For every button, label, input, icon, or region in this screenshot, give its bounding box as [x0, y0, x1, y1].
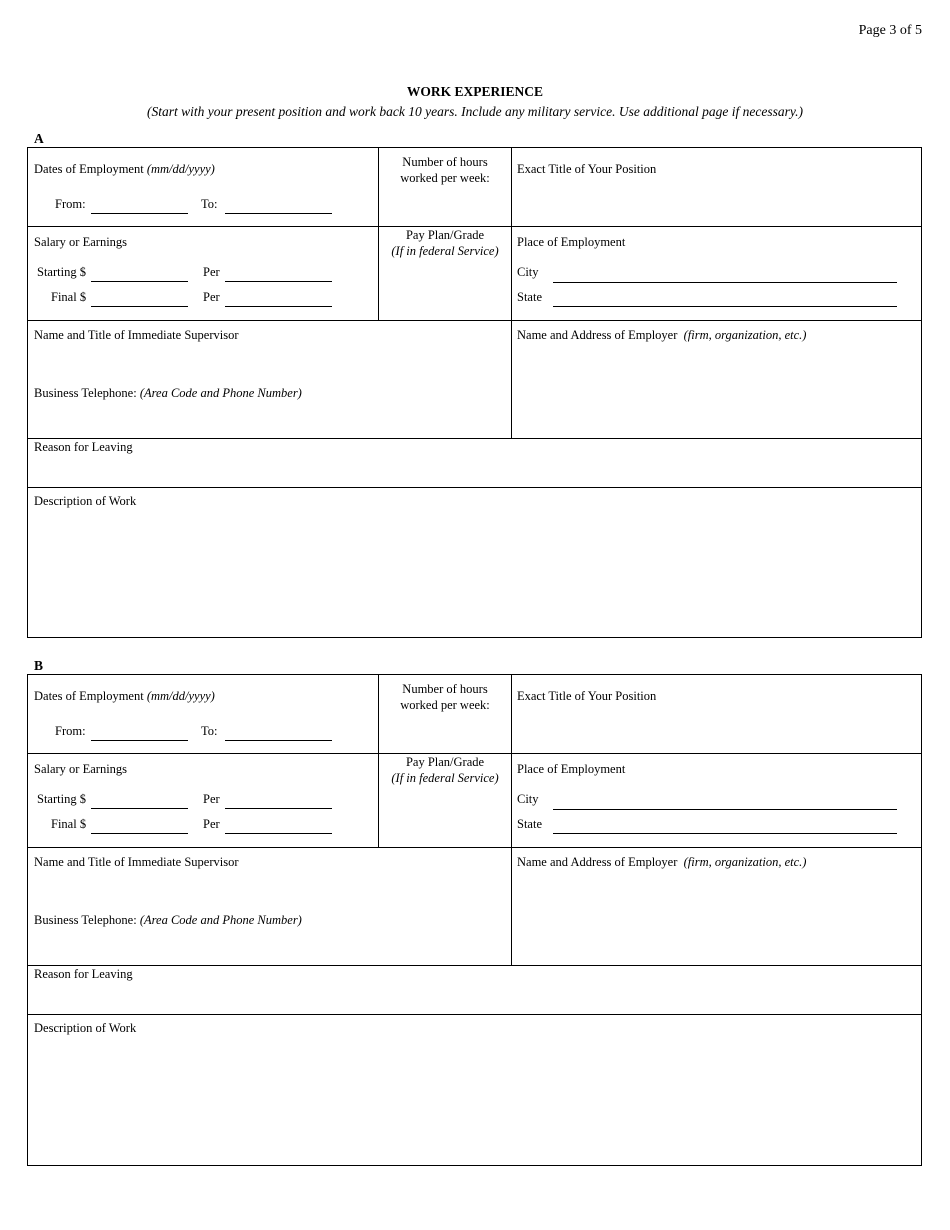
description-of-work-label: Description of Work	[34, 494, 137, 508]
section-letter-a: A	[34, 131, 44, 146]
city-label: City	[517, 792, 539, 806]
starting-per-field[interactable]	[225, 808, 332, 809]
state-field[interactable]	[553, 306, 897, 307]
reason-for-leaving-label: Reason for Leaving	[34, 440, 133, 454]
work-experience-block-b	[27, 674, 922, 1166]
state-field[interactable]	[553, 833, 897, 834]
business-phone-label: Business Telephone: (Area Code and Phone Number)	[34, 386, 302, 400]
supervisor-label: Name and Title of Immediate Supervisor	[34, 328, 239, 342]
hours-per-week-label: Number of hours worked per week:	[400, 682, 490, 712]
hours-per-week-label: Number of hours worked per week:	[400, 155, 490, 185]
page-title: WORK EXPERIENCE	[406, 84, 544, 99]
dates-of-employment-label: Dates of Employment (mm/dd/yyyy)	[34, 689, 215, 703]
starting-salary-field[interactable]	[91, 281, 188, 282]
starting-salary-field[interactable]	[91, 808, 188, 809]
to-label: To:	[201, 197, 218, 211]
starting-per-label: Per	[203, 265, 220, 279]
salary-label: Salary or Earnings	[34, 762, 128, 776]
page-subtitle: (Start with your present position and work back 10 years. Include any military service. Use additional page if necessary.)	[146, 104, 803, 119]
salary-label: Salary or Earnings	[34, 235, 128, 249]
to-label: To:	[201, 724, 218, 738]
state-label: State	[517, 290, 542, 304]
pay-plan-label: Pay Plan/Grade (If in federal Service)	[391, 755, 499, 785]
starting-per-field[interactable]	[225, 281, 332, 282]
city-label: City	[517, 265, 539, 279]
to-date-field[interactable]	[225, 213, 332, 214]
description-of-work-label: Description of Work	[34, 1021, 137, 1035]
final-per-label: Per	[203, 817, 220, 831]
exact-title-label: Exact Title of Your Position	[517, 689, 657, 703]
from-label: From:	[55, 197, 86, 211]
state-label: State	[517, 817, 542, 831]
from-label: From:	[55, 724, 86, 738]
work-experience-block-a	[27, 147, 922, 638]
starting-per-label: Per	[203, 792, 220, 806]
place-of-employment-label: Place of Employment	[517, 235, 626, 249]
final-per-field[interactable]	[225, 306, 332, 307]
exact-title-label: Exact Title of Your Position	[517, 162, 657, 176]
final-salary-field[interactable]	[91, 833, 188, 834]
employer-label: Name and Address of Employer (firm, organization, etc.)	[517, 855, 807, 869]
employer-label: Name and Address of Employer (firm, organization, etc.)	[517, 328, 807, 342]
to-date-field[interactable]	[225, 740, 332, 741]
section-letter-b: B	[34, 658, 44, 673]
dates-of-employment-label: Dates of Employment (mm/dd/yyyy)	[34, 162, 215, 176]
supervisor-label: Name and Title of Immediate Supervisor	[34, 855, 239, 869]
final-per-field[interactable]	[225, 833, 332, 834]
final-salary-field[interactable]	[91, 306, 188, 307]
city-field[interactable]	[553, 282, 897, 283]
from-date-field[interactable]	[91, 740, 188, 741]
place-of-employment-label: Place of Employment	[517, 762, 626, 776]
city-field[interactable]	[553, 809, 897, 810]
final-salary-label: Final $	[51, 290, 87, 304]
reason-for-leaving-label: Reason for Leaving	[34, 967, 133, 981]
starting-salary-label: Starting $	[37, 265, 86, 279]
pay-plan-label: Pay Plan/Grade (If in federal Service)	[391, 228, 499, 258]
final-salary-label: Final $	[51, 817, 87, 831]
starting-salary-label: Starting $	[37, 792, 86, 806]
business-phone-label: Business Telephone: (Area Code and Phone Number)	[34, 913, 302, 927]
from-date-field[interactable]	[91, 213, 188, 214]
final-per-label: Per	[203, 290, 220, 304]
page-number: Page 3 of 5	[858, 23, 922, 38]
